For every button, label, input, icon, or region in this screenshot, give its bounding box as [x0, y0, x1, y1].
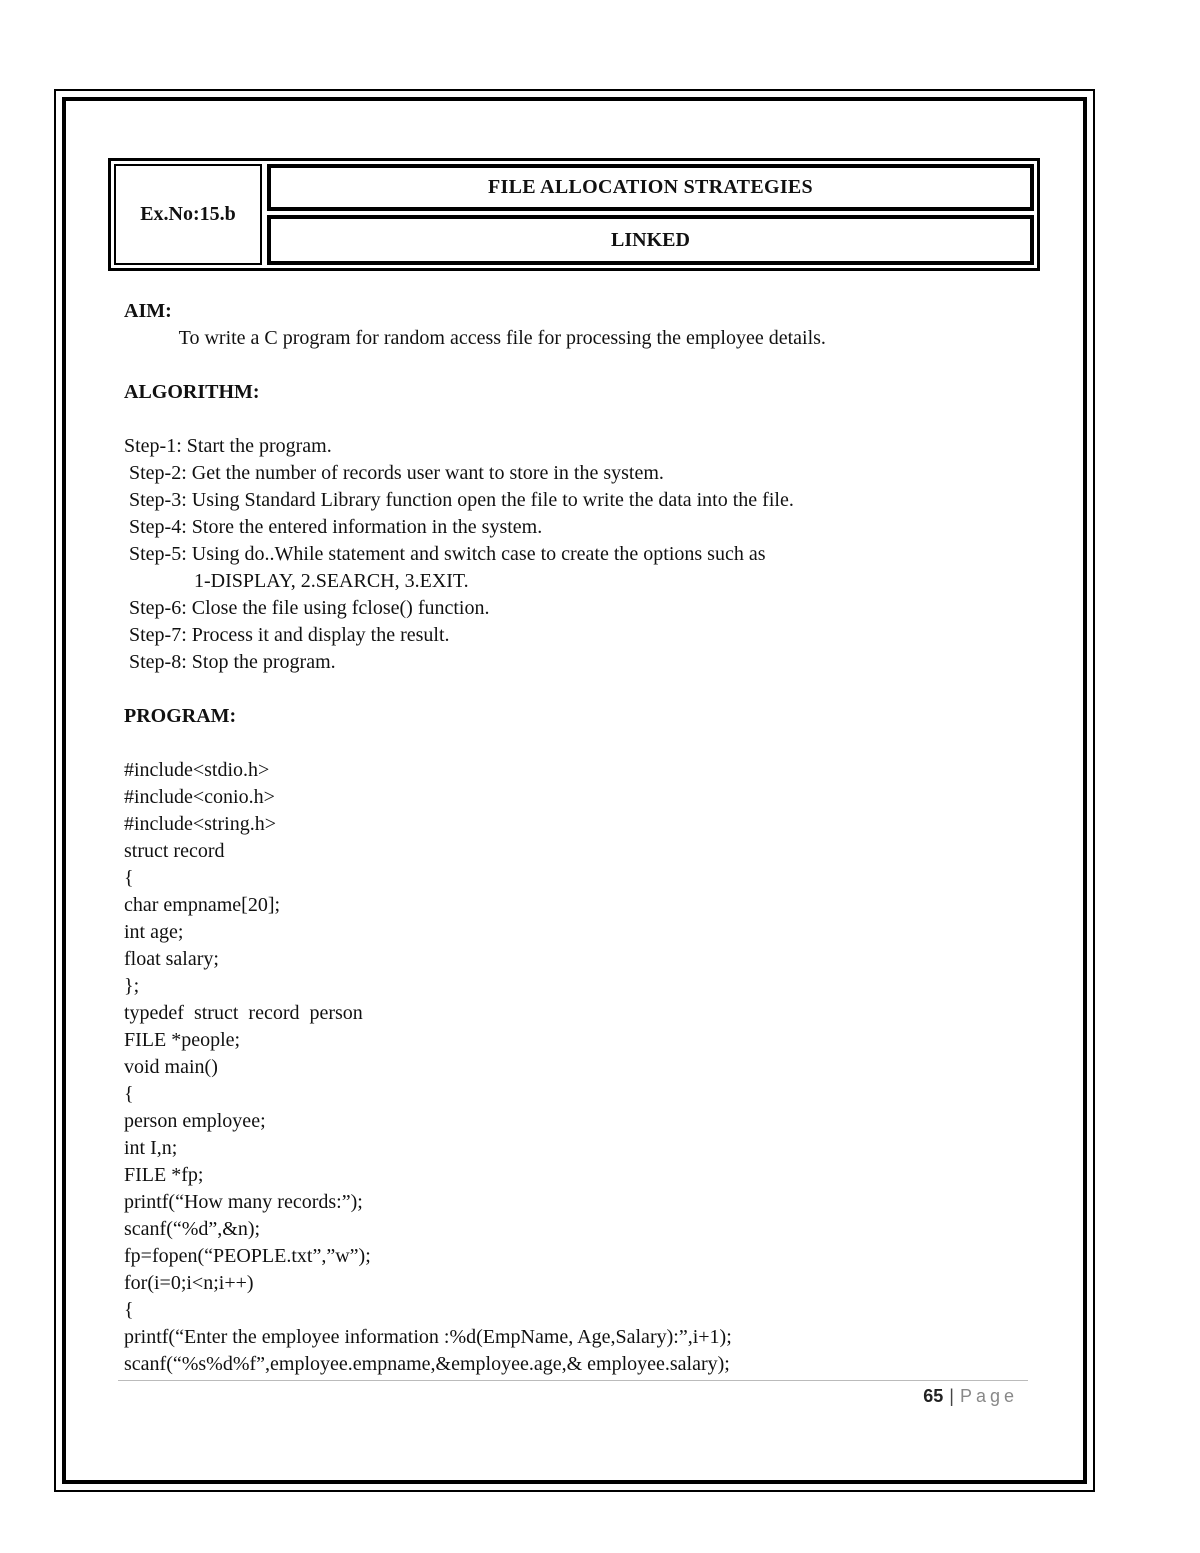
code-line: fp=fopen(“PEOPLE.txt”,”w”);	[124, 1245, 371, 1267]
code-line: printf(“Enter the employee information :%d(EmpName, Age,Salary):”,i+1);	[124, 1326, 732, 1348]
algorithm-step: Step-7: Process it and display the result.	[124, 624, 450, 646]
code-line: FILE *people;	[124, 1029, 241, 1051]
algorithm-step: Step-6: Close the file using fclose() function.	[124, 597, 490, 619]
footer-divider	[118, 1380, 1028, 1381]
exercise-title: FILE ALLOCATION STRATEGIES	[267, 164, 1034, 211]
algorithm-steps	[124, 433, 1024, 676]
code-line: {	[124, 1083, 134, 1105]
footer-separator: |	[949, 1386, 954, 1406]
page-number: 65	[923, 1386, 944, 1406]
exercise-header-table	[108, 158, 1040, 271]
page-label: Page	[959, 1386, 1018, 1406]
code-line: person employee;	[124, 1110, 266, 1132]
code-line: scanf(“%d”,&n);	[124, 1218, 261, 1240]
code-line: float salary;	[124, 948, 219, 970]
code-line: char empname[20];	[124, 894, 281, 916]
code-line: struct record	[124, 840, 225, 862]
algorithm-step: Step-4: Store the entered information in the system.	[124, 516, 543, 538]
code-line: {	[124, 1299, 134, 1321]
document-body	[124, 298, 1024, 1378]
exercise-number: Ex.No:15.b	[114, 164, 262, 265]
algorithm-step: Step-5: Using do..While statement and switch case to create the options such as	[124, 543, 766, 565]
code-line: int I,n;	[124, 1137, 178, 1159]
code-line: for(i=0;i<n;i++)	[124, 1272, 254, 1294]
code-line: typedef struct record person	[124, 1002, 363, 1024]
code-line: };	[124, 975, 140, 997]
algorithm-step: 1-DISPLAY, 2.SEARCH, 3.EXIT.	[124, 570, 469, 592]
code-line: #include<string.h>	[124, 813, 276, 835]
program-heading: PROGRAM:	[124, 705, 237, 727]
exercise-subtitle: LINKED	[267, 215, 1034, 265]
code-line: FILE *fp;	[124, 1164, 204, 1186]
aim-text: To write a C program for random access file for processing the employee details.	[124, 327, 826, 349]
code-line: scanf(“%s%d%f”,employee.empname,&employee.age,& employee.salary);	[124, 1353, 730, 1375]
algorithm-step: Step-1: Start the program.	[124, 435, 332, 457]
algorithm-step: Step-2: Get the number of records user want to store in the system.	[124, 462, 664, 484]
aim-heading: AIM:	[124, 300, 172, 322]
code-line: int age;	[124, 921, 184, 943]
code-line: void main()	[124, 1056, 218, 1078]
code-line: {	[124, 867, 134, 889]
algorithm-step: Step-3: Using Standard Library function open the file to write the data into the file.	[124, 489, 794, 511]
code-line: #include<conio.h>	[124, 786, 275, 808]
code-line: #include<stdio.h>	[124, 759, 270, 781]
algorithm-heading: ALGORITHM:	[124, 381, 260, 403]
program-code	[124, 757, 1024, 1378]
page-footer	[923, 1386, 1018, 1407]
code-line: printf(“How many records:”);	[124, 1191, 363, 1213]
algorithm-step: Step-8: Stop the program.	[124, 651, 336, 673]
